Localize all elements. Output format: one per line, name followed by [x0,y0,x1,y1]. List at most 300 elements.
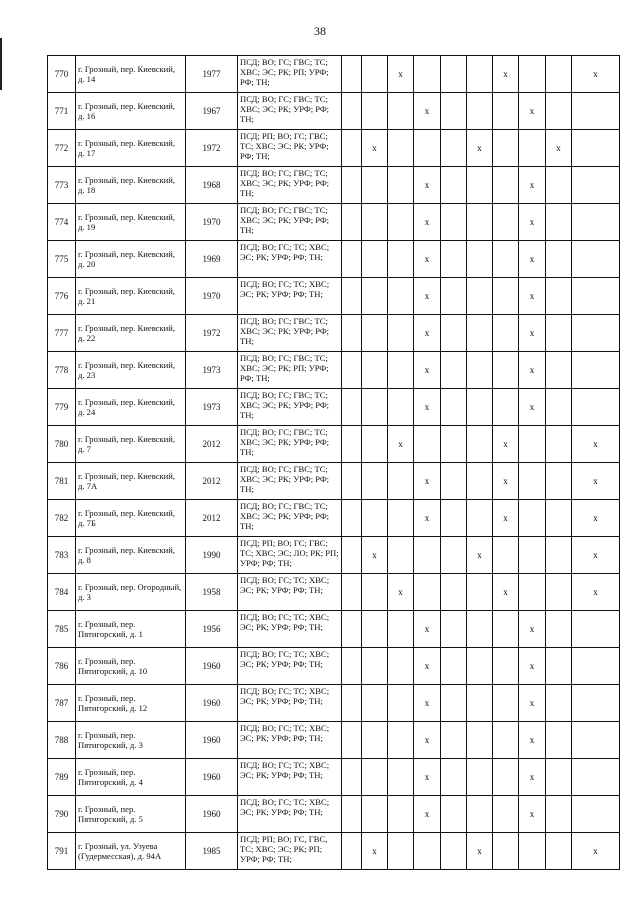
mark-cell: x [519,352,546,389]
address-cell: г. Грозный, пер. Киевский, д. 24 [76,389,186,426]
services-cell: ПСД; ВО; ГС; ГВС; ТС; ХВС; ЭС; РК; УРФ; РФ; ТН; [238,167,342,204]
mark-cell [546,352,572,389]
mark-cell: x [519,167,546,204]
mark-cell [467,796,493,833]
mark-cell [467,167,493,204]
mark-cell [388,537,414,574]
mark-cell [441,56,467,93]
address-cell: г. Грозный, пер. Киевский, д. 8 [76,537,186,574]
services-cell: ПСД; ВО; ГС; ТС; ХВС; ЭС; РК; УРФ; РФ; ТН; [238,685,342,722]
mark-cell [467,574,493,611]
mark-cell [546,759,572,796]
mark-cell [546,685,572,722]
mark-cell [388,759,414,796]
row-number: 782 [48,500,76,537]
services-cell: ПСД; ВО; ГС; ТС; ХВС; ЭС; РК; УРФ; РФ; ТН; [238,722,342,759]
mark-cell: x [519,611,546,648]
address-cell: г. Грозный, пер. Киевский, д. 16 [76,93,186,130]
mark-cell: x [519,796,546,833]
services-cell: ПСД; ВО; ГС; ГВС; ТС; ХВС; ЭС; РК; УРФ; РФ; ТН; [238,204,342,241]
mark-cell [467,426,493,463]
mark-cell [493,759,519,796]
address-cell: г. Грозный, пер. Киевский, д. 23 [76,352,186,389]
mark-cell: x [414,204,441,241]
mark-cell: x [414,389,441,426]
mark-cell [519,574,546,611]
table-row [48,685,620,722]
mark-cell [467,352,493,389]
mark-cell: x [362,130,388,167]
row-number: 771 [48,93,76,130]
mark-cell [546,833,572,870]
mark-cell: x [414,315,441,352]
mark-cell [388,500,414,537]
mark-cell [572,352,620,389]
table-row [48,278,620,315]
mark-cell [388,352,414,389]
mark-cell [441,463,467,500]
mark-cell [467,611,493,648]
mark-cell [362,167,388,204]
mark-cell [493,130,519,167]
address-cell: г. Грозный, пер. Пятигорский, д. 3 [76,722,186,759]
table-row [48,648,620,685]
mark-cell [493,204,519,241]
mark-cell: x [388,574,414,611]
mark-cell: x [467,537,493,574]
mark-cell: x [493,56,519,93]
housing-table [47,55,620,870]
year-cell: 1967 [186,93,238,130]
mark-cell: x [519,278,546,315]
services-cell: ПСД; ВО; ГС; ГВС; ТС; ХВС; ЭС; РК; УРФ; РФ; ТН; [238,500,342,537]
table-row [48,315,620,352]
mark-cell [572,167,620,204]
mark-cell [493,685,519,722]
mark-cell [572,648,620,685]
services-cell: ПСД; ВО; ГС; ТС; ХВС; ЭС; РК; УРФ; РФ; ТН; [238,574,342,611]
mark-cell [342,389,362,426]
mark-cell [342,241,362,278]
mark-cell [362,574,388,611]
services-cell: ПСД; ВО; ГС; ГВС; ТС; ХВС; ЭС; РК; РП; УРФ; РФ; ТН; [238,352,342,389]
services-cell: ПСД; ВО; ГС; ГВС; ТС; ХВС; ЭС; РК; УРФ; РФ; ТН; [238,389,342,426]
mark-cell [342,796,362,833]
mark-cell [572,315,620,352]
row-number: 777 [48,315,76,352]
mark-cell [441,315,467,352]
mark-cell: x [362,833,388,870]
mark-cell [388,389,414,426]
address-cell: г. Грозный, ул. Узуева (Гудермесская), д. 94А [76,833,186,870]
address-cell: г. Грозный, пер. Киевский, д. 19 [76,204,186,241]
mark-cell [493,241,519,278]
mark-cell [441,352,467,389]
address-cell: г. Грозный, пер. Киевский, д. 20 [76,241,186,278]
services-cell: ПСД; ВО; ГС; ТС; ХВС; ЭС; РК; УРФ; РФ; ТН; [238,648,342,685]
mark-cell [546,537,572,574]
mark-cell [342,463,362,500]
mark-cell [467,722,493,759]
year-cell: 2012 [186,500,238,537]
mark-cell: x [572,56,620,93]
mark-cell [441,685,467,722]
mark-cell [414,833,441,870]
mark-cell [546,204,572,241]
year-cell: 1985 [186,833,238,870]
mark-cell: x [414,722,441,759]
mark-cell [493,352,519,389]
mark-cell [362,611,388,648]
table-row [48,537,620,574]
row-number: 783 [48,537,76,574]
mark-cell: x [414,759,441,796]
mark-cell [493,833,519,870]
mark-cell [362,500,388,537]
row-number: 786 [48,648,76,685]
table-row [48,796,620,833]
address-cell: г. Грозный, пер. Огородный, д. 3 [76,574,186,611]
mark-cell [441,796,467,833]
mark-cell [362,426,388,463]
mark-cell [362,241,388,278]
mark-cell [546,611,572,648]
year-cell: 1972 [186,130,238,167]
year-cell: 1973 [186,352,238,389]
mark-cell [572,722,620,759]
mark-cell: x [572,537,620,574]
mark-cell [342,500,362,537]
mark-cell [572,796,620,833]
mark-cell [546,315,572,352]
year-cell: 1968 [186,167,238,204]
year-cell: 1960 [186,648,238,685]
address-cell: г. Грозный, пер. Пятигорский, д. 10 [76,648,186,685]
mark-cell [414,426,441,463]
mark-cell [342,130,362,167]
mark-cell [414,56,441,93]
mark-cell [467,685,493,722]
mark-cell: x [388,426,414,463]
table-row [48,352,620,389]
row-number: 770 [48,56,76,93]
mark-cell [467,56,493,93]
mark-cell [441,389,467,426]
mark-cell [441,833,467,870]
mark-cell [546,648,572,685]
year-cell: 1990 [186,537,238,574]
mark-cell [342,315,362,352]
table-row [48,759,620,796]
mark-cell [342,833,362,870]
mark-cell [493,389,519,426]
services-cell: ПСД; ВО; ГС; ТС; ХВС; ЭС; РК; УРФ; РФ; ТН; [238,796,342,833]
mark-cell [441,648,467,685]
mark-cell: x [572,574,620,611]
mark-cell: x [519,315,546,352]
mark-cell [519,56,546,93]
mark-cell [388,685,414,722]
year-cell: 1970 [186,278,238,315]
address-cell: г. Грозный, пер. Пятигорский, д. 4 [76,759,186,796]
table-row [48,722,620,759]
page-number: 38 [314,24,326,38]
row-number: 773 [48,167,76,204]
mark-cell: x [519,204,546,241]
mark-cell: x [414,500,441,537]
mark-cell [388,204,414,241]
mark-cell [493,537,519,574]
mark-cell: x [493,463,519,500]
mark-cell [441,759,467,796]
address-cell: г. Грозный, пер. Киевский, д. 21 [76,278,186,315]
services-cell: ПСД; ВО; ГС; ТС; ХВС; ЭС; РК; УРФ; РФ; ТН; [238,611,342,648]
mark-cell [362,722,388,759]
mark-cell [493,722,519,759]
table-row [48,93,620,130]
year-cell: 1960 [186,722,238,759]
mark-cell [362,93,388,130]
mark-cell: x [467,833,493,870]
mark-cell [388,611,414,648]
mark-cell [441,130,467,167]
mark-cell [572,130,620,167]
row-number: 779 [48,389,76,426]
mark-cell [362,56,388,93]
row-number: 778 [48,352,76,389]
mark-cell [467,648,493,685]
services-cell: ПСД; ВО; ГС; ГВС; ТС; ХВС; ЭС; РК; УРФ; РФ; ТН; [238,426,342,463]
mark-cell [441,722,467,759]
address-cell: г. Грозный, пер. Пятигорский, д. 1 [76,611,186,648]
mark-cell [519,833,546,870]
mark-cell [362,648,388,685]
mark-cell: x [519,648,546,685]
services-cell: ПСД; ВО; ГС; ГВС; ТС; ХВС; ЭС; РК; РП; УРФ; РФ; ТН; [238,56,342,93]
services-cell: ПСД; РП; ВО; ГС, ГВС, ТС; ХВС; ЭС; РК; РП; УРФ; РФ; ТН; [238,833,342,870]
mark-cell [546,241,572,278]
mark-cell [519,130,546,167]
mark-cell [388,167,414,204]
row-number: 774 [48,204,76,241]
mark-cell: x [493,426,519,463]
mark-cell [467,93,493,130]
mark-cell [493,93,519,130]
mark-cell: x [414,685,441,722]
mark-cell: x [362,537,388,574]
mark-cell [414,130,441,167]
mark-cell [519,537,546,574]
mark-cell: x [414,278,441,315]
mark-cell [546,722,572,759]
mark-cell: x [414,648,441,685]
row-number: 785 [48,611,76,648]
row-number: 788 [48,722,76,759]
mark-cell [572,278,620,315]
mark-cell: x [414,93,441,130]
mark-cell [493,648,519,685]
mark-cell: x [388,56,414,93]
mark-cell [441,167,467,204]
mark-cell: x [493,574,519,611]
mark-cell [362,759,388,796]
mark-cell [342,537,362,574]
mark-cell [572,241,620,278]
address-cell: г. Грозный, пер. Киевский, д. 22 [76,315,186,352]
table-row [48,833,620,870]
mark-cell: x [414,796,441,833]
mark-cell [441,241,467,278]
mark-cell [388,722,414,759]
mark-cell [388,648,414,685]
mark-cell: x [414,463,441,500]
mark-cell [414,537,441,574]
table-row [48,204,620,241]
mark-cell [362,389,388,426]
table-row [48,56,620,93]
mark-cell [414,574,441,611]
year-cell: 1960 [186,796,238,833]
mark-cell [572,93,620,130]
mark-cell: x [414,352,441,389]
table-row [48,463,620,500]
mark-cell [388,463,414,500]
mark-cell: x [519,722,546,759]
mark-cell [362,352,388,389]
mark-cell [546,93,572,130]
mark-cell: x [519,241,546,278]
mark-cell: x [414,241,441,278]
mark-cell [362,204,388,241]
table-row [48,130,620,167]
mark-cell [441,204,467,241]
mark-cell [342,426,362,463]
row-number: 784 [48,574,76,611]
mark-cell [546,796,572,833]
services-cell: ПСД; ВО; ГС; ТС; ХВС; ЭС; РК; УРФ; РФ; ТН; [238,759,342,796]
mark-cell: x [519,93,546,130]
mark-cell [342,278,362,315]
mark-cell [342,648,362,685]
services-cell: ПСД; ВО; ГС; ТС; ХВС; ЭС; РК; УРФ; РФ; ТН; [238,278,342,315]
mark-cell [546,56,572,93]
mark-cell [441,611,467,648]
row-number: 781 [48,463,76,500]
address-cell: г. Грозный, пер. Киевский, д. 14 [76,56,186,93]
mark-cell [362,796,388,833]
mark-cell [546,278,572,315]
scan-edge-mark [0,38,2,90]
mark-cell [467,278,493,315]
mark-cell [362,463,388,500]
mark-cell: x [519,389,546,426]
mark-cell [441,574,467,611]
table-row [48,611,620,648]
mark-cell [467,463,493,500]
year-cell: 1973 [186,389,238,426]
mark-cell: x [572,500,620,537]
mark-cell [441,93,467,130]
table-row [48,167,620,204]
year-cell: 1956 [186,611,238,648]
address-cell: г. Грозный, пер. Киевский, д. 18 [76,167,186,204]
mark-cell [342,93,362,130]
mark-cell [572,685,620,722]
mark-cell [342,722,362,759]
services-cell: ПСД; РП; ВО; ГС; ГВС; ТС; ХВС; ЭС; ЛО; РК; РП; УРФ; РФ; ТН; [238,537,342,574]
mark-cell [362,278,388,315]
row-number: 776 [48,278,76,315]
mark-cell [388,315,414,352]
mark-cell [441,426,467,463]
year-cell: 1977 [186,56,238,93]
mark-cell: x [467,130,493,167]
services-cell: ПСД; РП; ВО; ГС; ГВС; ТС; ХВС; ЭС; РК; УРФ; РФ; ТН; [238,130,342,167]
row-number: 772 [48,130,76,167]
mark-cell [546,574,572,611]
mark-cell [546,167,572,204]
mark-cell [467,759,493,796]
mark-cell [572,204,620,241]
table-row [48,500,620,537]
mark-cell [572,389,620,426]
mark-cell [493,315,519,352]
table-body [48,56,620,870]
services-cell: ПСД; ВО; ГС; ГВС; ТС; ХВС; ЭС; РК; УРФ; РФ; ТН; [238,463,342,500]
mark-cell [342,204,362,241]
mark-cell: x [519,759,546,796]
mark-cell [519,426,546,463]
year-cell: 1969 [186,241,238,278]
mark-cell [467,315,493,352]
mark-cell: x [572,426,620,463]
mark-cell: x [519,685,546,722]
mark-cell [467,241,493,278]
mark-cell [388,278,414,315]
year-cell: 1960 [186,685,238,722]
mark-cell [388,93,414,130]
table-row [48,574,620,611]
mark-cell: x [414,167,441,204]
mark-cell: x [546,130,572,167]
services-cell: ПСД; ВО; ГС; ТС; ХВС; ЭС; РК; УРФ; РФ; ТН; [238,241,342,278]
year-cell: 1972 [186,315,238,352]
mark-cell [467,389,493,426]
mark-cell [441,537,467,574]
mark-cell [342,56,362,93]
mark-cell: x [572,463,620,500]
year-cell: 1960 [186,759,238,796]
mark-cell [362,315,388,352]
mark-cell [493,278,519,315]
table-row [48,426,620,463]
mark-cell [388,130,414,167]
mark-cell: x [572,833,620,870]
mark-cell [519,500,546,537]
address-cell: г. Грозный, пер. Киевский, д. 7А [76,463,186,500]
mark-cell [388,833,414,870]
address-cell: г. Грозный, пер. Киевский, д. 7Б [76,500,186,537]
mark-cell [572,611,620,648]
mark-cell [388,241,414,278]
mark-cell [342,611,362,648]
mark-cell [467,500,493,537]
services-cell: ПСД; ВО; ГС; ГВС; ТС; ХВС; ЭС; РК; УРФ; РФ; ТН; [238,315,342,352]
row-number: 787 [48,685,76,722]
year-cell: 2012 [186,463,238,500]
mark-cell [493,796,519,833]
services-cell: ПСД; ВО; ГС; ГВС; ТС; ХВС; ЭС; РК; УРФ; РФ; ТН; [238,93,342,130]
